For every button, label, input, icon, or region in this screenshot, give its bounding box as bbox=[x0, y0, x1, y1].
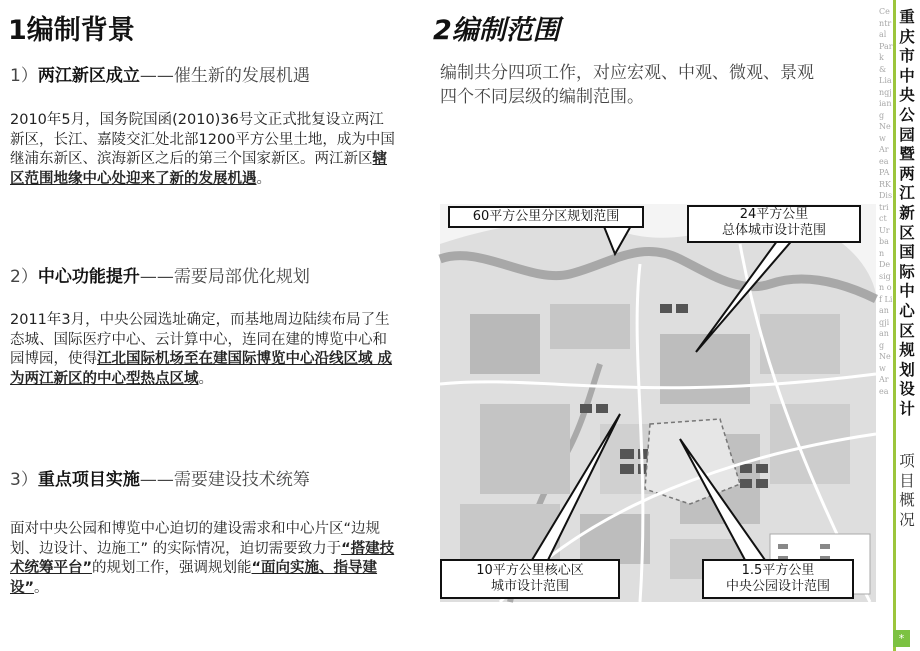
subheading-2-head: 中心功能提升 bbox=[37, 267, 140, 287]
callout-24sqkm-line1: 24平方公里 bbox=[739, 207, 809, 222]
paragraph-1 bbox=[10, 111, 398, 189]
paragraph-2 bbox=[10, 311, 398, 389]
callout-1-5sqkm bbox=[702, 559, 854, 599]
paragraph-3-text-a: 面对中央公园和博览中心迫切的建设需求和中心片区“边规划、边设计、边施工” 的实际情况，迫切需要致力于 bbox=[10, 521, 381, 557]
callout-10sqkm-line2: 城市设计范围 bbox=[490, 579, 569, 594]
subheading-2 bbox=[10, 262, 310, 287]
planning-map bbox=[440, 204, 876, 602]
subheading-1-head: 两江新区成立 bbox=[37, 66, 140, 86]
callout-10sqkm bbox=[440, 559, 620, 599]
paragraph-3-highlight-a: “搭建技术统筹平台” bbox=[10, 540, 395, 576]
accent-divider bbox=[893, 0, 896, 651]
section-title-scope: 2编制范围 bbox=[433, 15, 560, 46]
callout-24sqkm bbox=[687, 205, 861, 243]
subheading-1 bbox=[10, 61, 310, 86]
subheading-3-num: 3） bbox=[10, 470, 38, 490]
paragraph-1-text: 2010年5月，国务院国函(2010)36号文正式批复设立两江新区，长江、嘉陵交汇处北部1200平方公里土地，成为中国继浦东新区、滨海新区之后的第三个国家新区。两江新区 bbox=[10, 112, 395, 167]
faded-english-title: Central Park & Liangjiang New Area PARK District Urban Design of Liangjiang New Area bbox=[879, 7, 893, 396]
paragraph-1-highlight: 辖区范围地缘中心处迎来了新的发展机遇 bbox=[10, 151, 387, 187]
callout-1-5sqkm-line2: 中央公园设计范围 bbox=[725, 579, 830, 594]
callout-24sqkm-line2: 总体城市设计范围 bbox=[721, 223, 826, 238]
vertical-section-label: 项目概况 bbox=[899, 452, 915, 529]
paragraph-3-text-b: 的规划工作，强调规划能 bbox=[92, 560, 252, 576]
paragraph-2-text: 2011年3月，中央公园选址确定，而基地周边陆续布局了生态城、国际医疗中心、云计算中心，连同在建的博览中心和园博园，使得 bbox=[10, 312, 390, 367]
subheading-3-tail: 需要建设技术统筹 bbox=[173, 470, 310, 490]
paragraph-3 bbox=[10, 520, 398, 598]
callout-10sqkm-line1: 10平方公里核心区 bbox=[476, 563, 584, 578]
map-graphic bbox=[440, 204, 876, 602]
paragraph-2-highlight: 江北国际机场至在建国际博览中心沿线区域 成为两江新区的中心型热点区域 bbox=[10, 351, 393, 387]
paragraph-3-end: 。 bbox=[34, 579, 49, 596]
subheading-3 bbox=[10, 465, 310, 490]
paragraph-2-end: 。 bbox=[198, 370, 213, 387]
vertical-project-title: 重庆市中央公园暨两江新区国际中心区规划设计 bbox=[899, 8, 915, 418]
subheading-3-head: 重点项目实施 bbox=[37, 470, 140, 490]
paragraph-3-highlight-b: “面向实施、指导建设” bbox=[10, 560, 378, 596]
subheading-1-dash: —— bbox=[139, 66, 174, 86]
subheading-2-dash: —— bbox=[139, 267, 174, 287]
paragraph-1-end: 。 bbox=[256, 170, 271, 187]
callout-60sqkm: 60平方公里分区规划范围 bbox=[448, 206, 644, 228]
subheading-2-num: 2） bbox=[10, 267, 38, 287]
subheading-2-tail: 需要局部优化规划 bbox=[173, 267, 310, 287]
scope-intro: 编制共分四项工作，对应宏观、中观、微观、景观四个不同层级的编制范围。 bbox=[440, 63, 814, 107]
subheading-1-num: 1） bbox=[10, 66, 38, 86]
section-title-background: 1编制背景 bbox=[8, 15, 135, 46]
callout-1-5sqkm-line1: 1.5平方公里 bbox=[741, 563, 815, 578]
subheading-1-tail: 催生新的发展机遇 bbox=[173, 66, 310, 86]
subheading-3-dash: —— bbox=[139, 470, 174, 490]
page-badge: * bbox=[893, 630, 910, 647]
